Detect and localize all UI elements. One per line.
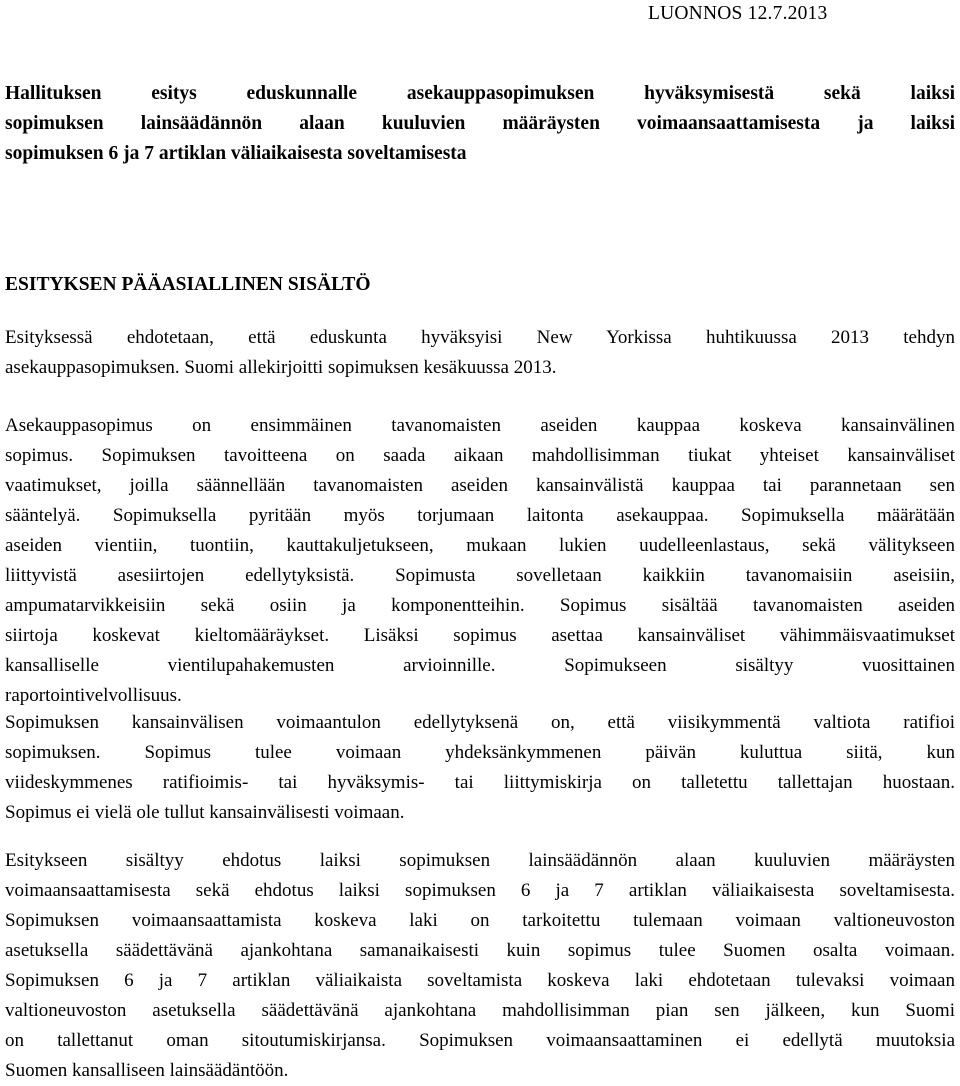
- paragraph-line: Sopimus ei vielä ole tullut kansainvälisesti voimaan.: [5, 802, 405, 823]
- paragraph-line: Sopimuksen voimaansaattamista koskeva laki on tarkoitettu tulemaan voimaan valtioneuvoston: [5, 910, 955, 931]
- paragraph-line: kansalliselle vientilupahakemusten arvioinnille. Sopimukseen sisältyy vuosittainen: [5, 655, 955, 676]
- paragraph: [5, 323, 955, 383]
- paragraph-line: Esitykseen sisältyy ehdotus laiksi sopimuksen lainsäädännön alaan kuuluvien määräysten: [5, 850, 955, 871]
- paragraph-line: Sopimuksen kansainvälisen voimaantulon edellytyksenä on, että viisikymmentä valtiota ratifioi: [5, 712, 955, 733]
- title-line: Hallituksen esitys eduskunnalle asekauppasopimuksen hyväksymisestä sekä laiksi: [5, 83, 955, 104]
- paragraph-line: Asekauppasopimus on ensimmäinen tavanomaisten aseiden kauppaa koskeva kansainvälinen: [5, 415, 955, 436]
- paragraph: [5, 411, 955, 711]
- paragraph-line: Sopimuksen 6 ja 7 artiklan väliaikaista soveltamista koskeva laki ehdotetaan tulevaksi voimaan: [5, 970, 955, 991]
- draft-date-label: LUONNOS 12.7.2013: [648, 3, 828, 24]
- paragraph-line: viideskymmenes ratifioimis- tai hyväksymis- tai liittymiskirja on talletettu tallettajan huostaan.: [5, 772, 955, 793]
- paragraph-line: siirtoja koskevat kieltomääräykset. Lisäksi sopimus asettaa kansainväliset vähimmäisvaatimukset: [5, 625, 955, 646]
- paragraph-line: asekauppasopimuksen. Suomi allekirjoitti sopimuksen kesäkuussa 2013.: [5, 357, 557, 378]
- paragraph-line: sääntelyä. Sopimuksella pyritään myös torjumaan laitonta asekauppaa. Sopimuksella määrätään: [5, 505, 955, 526]
- paragraph-line: liittyvistä asesiirtojen edellytyksistä. Sopimusta sovelletaan kaikkiin tavanomaisiin aseisiin,: [5, 565, 955, 586]
- paragraph: [5, 846, 955, 1086]
- paragraph-line: vaatimukset, joilla säännellään tavanomaisten aseiden kansainvälistä kauppaa tai parannetaan sen: [5, 475, 955, 496]
- paragraph-line: ampumatarvikkeisiin sekä osiin ja komponentteihin. Sopimus sisältää tavanomaisten aseiden: [5, 595, 955, 616]
- title-line: sopimuksen 6 ja 7 artiklan väliaikaisesta soveltamisesta: [5, 143, 467, 164]
- document-title: [5, 79, 955, 169]
- section-heading: ESITYKSEN PÄÄASIALLINEN SISÄLTÖ: [5, 274, 371, 295]
- title-line: sopimuksen lainsäädännön alaan kuuluvien määräysten voimaansaattamisesta ja laiksi: [5, 113, 955, 134]
- paragraph-line: aseiden vientiin, tuontiin, kauttakuljetukseen, mukaan lukien uudelleenlastaus, sekä välitykseen: [5, 535, 955, 556]
- paragraph: [5, 708, 955, 828]
- paragraph-line: on tallettanut oman sitoutumiskirjansa. Sopimuksen voimaansaattaminen ei edellytä muutoksia: [5, 1030, 955, 1051]
- paragraph-line: asetuksella säädettävänä ajankohtana samanaikaisesti kuin sopimus tulee Suomen osalta voimaan.: [5, 940, 955, 961]
- paragraph-line: voimaansaattamisesta sekä ehdotus laiksi sopimuksen 6 ja 7 artiklan väliaikaisesta soveltamisesta.: [5, 880, 955, 901]
- paragraph-line: sopimus. Sopimuksen tavoitteena on saada aikaan mahdollisimman tiukat yhteiset kansainväliset: [5, 445, 955, 466]
- paragraph-line: Esityksessä ehdotetaan, että eduskunta hyväksyisi New Yorkissa huhtikuussa 2013 tehdyn: [5, 327, 955, 348]
- paragraph-line: sopimuksen. Sopimus tulee voimaan yhdeksänkymmenen päivän kuluttua siitä, kun: [5, 742, 955, 763]
- paragraph-line: valtioneuvoston asetuksella säädettävänä ajankohtana mahdollisimman pian sen jälkeen, kun Suomi: [5, 1000, 955, 1021]
- paragraph-line: raportointivelvollisuus.: [5, 685, 182, 706]
- paragraph-line: Suomen kansalliseen lainsäädäntöön.: [5, 1060, 289, 1081]
